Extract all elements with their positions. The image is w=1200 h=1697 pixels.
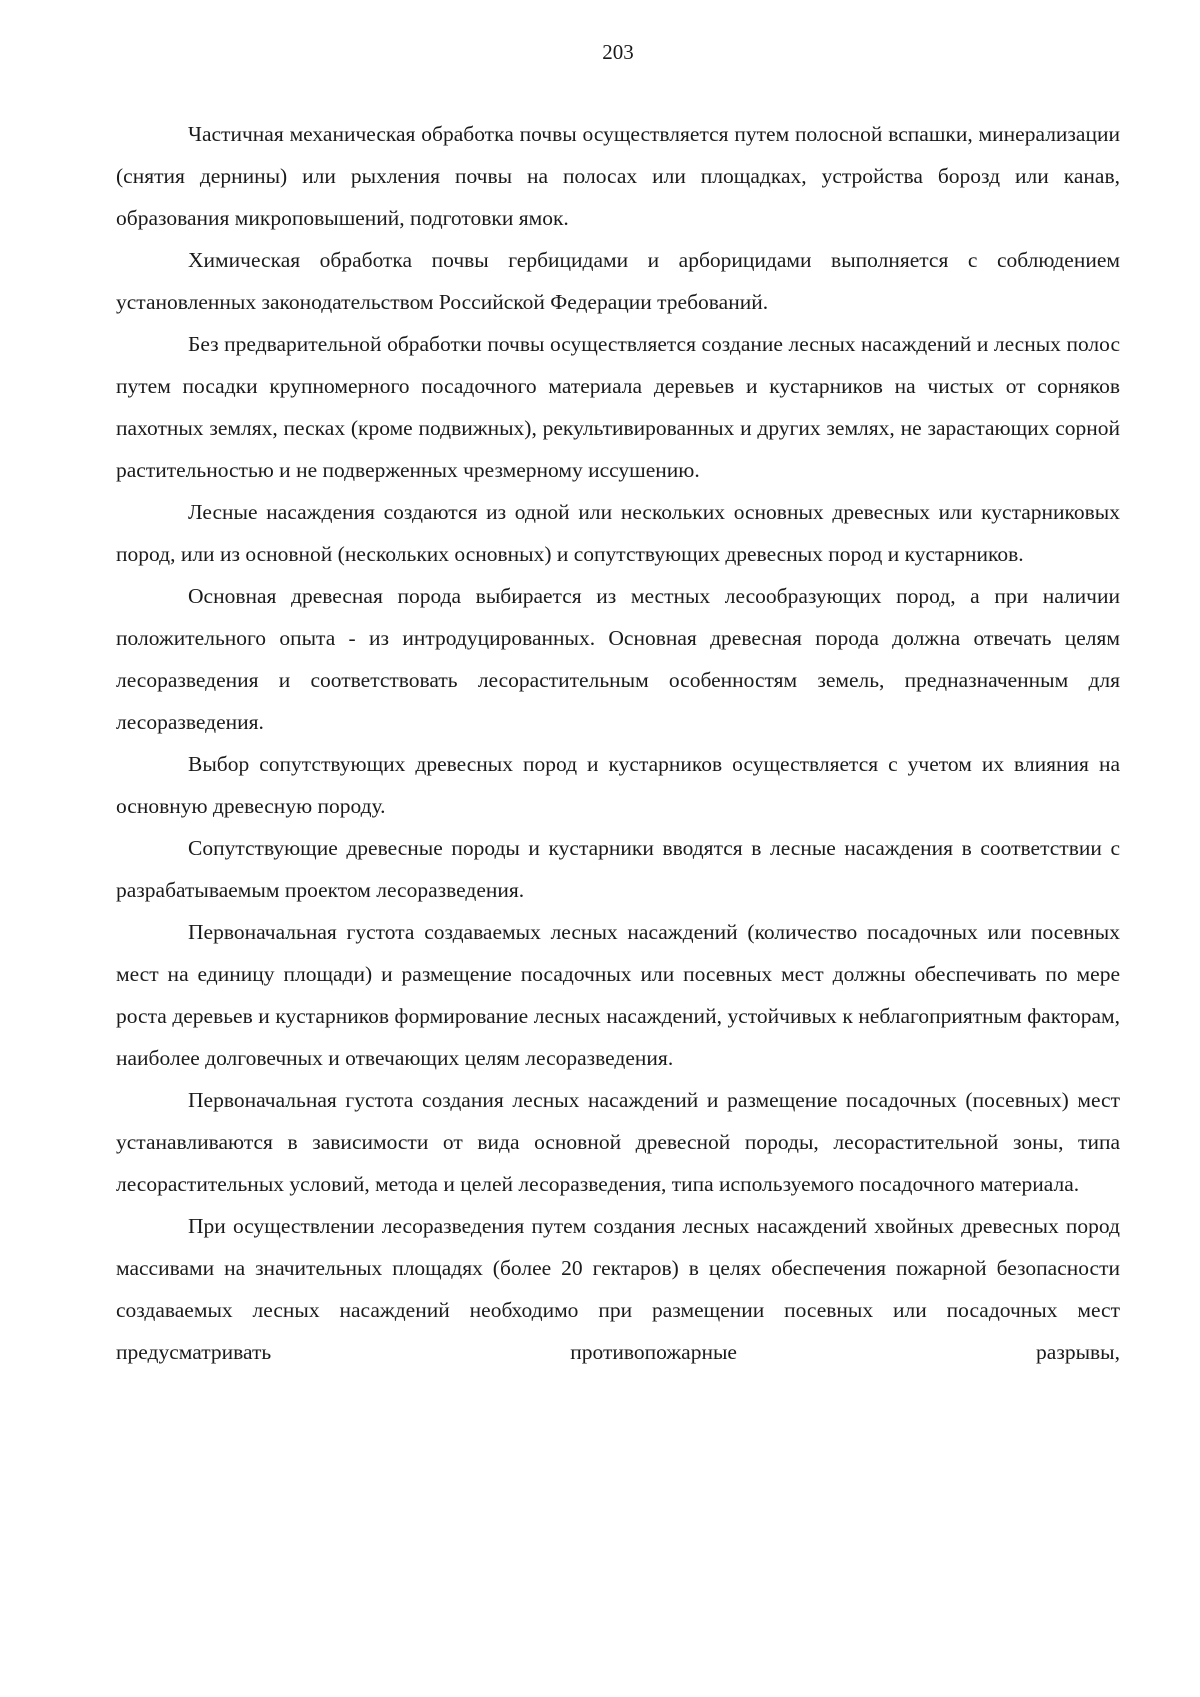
paragraph: При осуществлении лесоразведения путем создания лесных насаждений хвойных древесных пород массивами на значительных площадях (более 20 гектаров) в целях обеспечения пожарной безопасности создаваемых лесных насаждений необходимо при размещении посевных или посадочных мест предусматривать противопожарные разрывы, bbox=[116, 1214, 1120, 1364]
body-text bbox=[116, 113, 1120, 1373]
paragraph: Лесные насаждения создаются из одной или нескольких основных древесных или кустарниковых пород, или из основной (нескольких основных) и сопутствующих древесных пород и кустарников. bbox=[116, 500, 1120, 566]
paragraph: Первоначальная густота создания лесных насаждений и размещение посадочных (посевных) мест устанавливаются в зависимости от вида основной древесной породы, лесорастительной зоны, типа лесорастительных условий, метода и целей лесоразведения, типа используемого посадочного материала. bbox=[116, 1088, 1120, 1196]
paragraph: Основная древесная порода выбирается из местных лесообразующих пород, а при наличии положительного опыта - из интродуцированных. Основная древесная порода должна отвечать целям лесоразведения и соответствовать лесорастительным особенностям земель, предназначенным для лесоразведения. bbox=[116, 584, 1120, 734]
paragraph: Без предварительной обработки почвы осуществляется создание лесных насаждений и лесных полос путем посадки крупномерного посадочного материала деревьев и кустарников на чистых от сорняков пахотных землях, песках (кроме подвижных), рекультивированных и других землях, не зарастающих сорной растительностью и не подверженных чрезмерному иссушению. bbox=[116, 332, 1120, 482]
paragraph: Выбор сопутствующих древесных пород и кустарников осуществляется с учетом их влияния на основную древесную породу. bbox=[116, 752, 1120, 818]
paragraph: Первоначальная густота создаваемых лесных насаждений (количество посадочных или посевных мест на единицу площади) и размещение посадочных или посевных мест должны обеспечивать по мере роста деревьев и кустарников формирование лесных насаждений, устойчивых к неблагоприятным факторам, наиболее долговечных и отвечающих целям лесоразведения. bbox=[116, 920, 1120, 1070]
paragraph: Сопутствующие древесные породы и кустарники вводятся в лесные насаждения в соответствии с разрабатываемым проектом лесоразведения. bbox=[116, 836, 1120, 902]
paragraph: Химическая обработка почвы гербицидами и арборицидами выполняется с соблюдением установленных законодательством Российской Федерации требований. bbox=[116, 248, 1120, 314]
paragraph: Частичная механическая обработка почвы осуществляется путем полосной вспашки, минерализации (снятия дернины) или рыхления почвы на полосах или площадках, устройства борозд или канав, образования микроповышений, подготовки ямок. bbox=[116, 122, 1120, 230]
page-number: 203 bbox=[602, 40, 634, 64]
